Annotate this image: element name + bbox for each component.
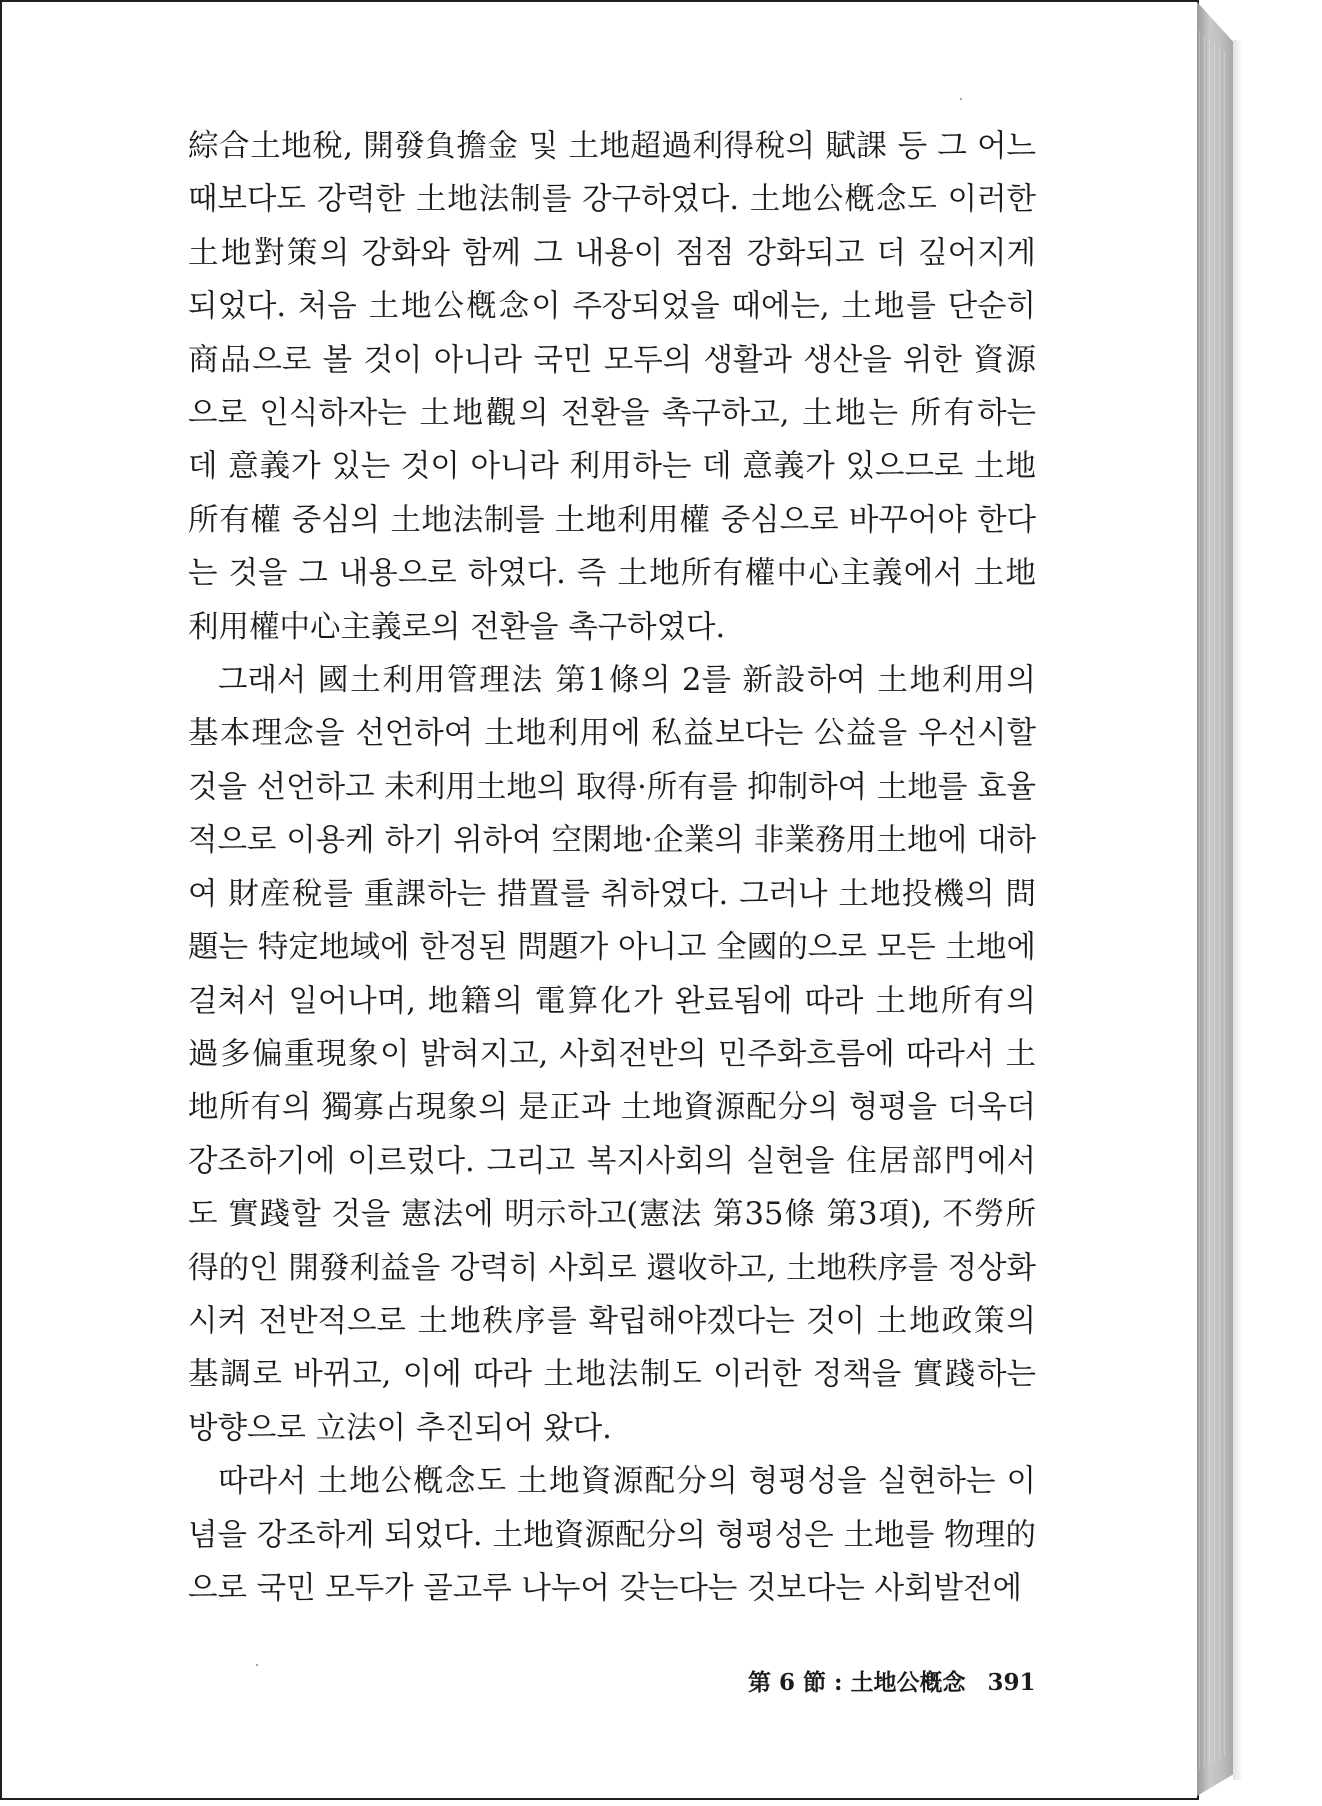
scan-speck (960, 98, 962, 100)
page-stack-lines (1199, 30, 1229, 1770)
paragraph-2: 그래서 國土利用管理法 第1條의 2를 新設하여 土地利用의 基本理念을 선언하여 土地利用에 私益보다는 公益을 우선시할 것을 선언하고 未利用土地의 取得·所有를 抑制하여 土地를 효율적으로 이용케 하기 위하여 空閑地·企業의 非業務用土地에 대하여 財産稅를 重課하는 措置를 취하였다. 그러나 土地投機의 問題는 特定地域에 한정된 問題가 아니고 全國的으로 모든 土地에 걸쳐서 일어나며, 地籍의 電算化가 완료됨에 따라 土地所有의 過多偏重現象이 밝혀지고, 사회전반의 민주화흐름에 따라서 土地所有의 獨寡占現象의 是正과 土地資源配分의 형평을 더욱더 강조하기에 이르렀다. 그리고 복지사회의 실현을 住居部門에서도 實踐할 것을 憲法에 明示하고(憲法 第35條 第3項), 不勞所得的인 開發利益을 강력히 사회로 還收하고, 土地秩序를 정상화시켜 전반적으로 土地秩序를 확립해야겠다는 것이 土地政策의 基調로 바뀌고, 이에 따라 土地法制도 이러한 정책을 實踐하는 방향으로 立法이 추진되어 왔다. (188, 663, 1036, 1446)
paragraph-3: 따라서 土地公槪念도 土地資源配分의 형평성을 실현하는 이념을 강조하게 되었다. 土地資源配分의 형평성은 土地를 物理的으로 국민 모두가 골고루 나누어 갖는다는 것보다는 사회발전에 (188, 1464, 1036, 1606)
paragraph-1: 綜合土地稅, 開發負擔金 및 土地超過利得稅의 賦課 등 그 어느 때보다도 강력한 土地法制를 강구하였다. 土地公槪念도 이러한 土地對策의 강화와 함께 그 내용이 점점 강화되고 더 깊어지게 되었다. 처음 土地公槪念이 주장되었을 때에는, 土地를 단순히 商品으로 볼 것이 아니라 국민 모두의 생활과 생산을 위한 資源으로 인식하자는 土地觀의 전환을 촉구하고, 土地는 所有하는 데 意義가 있는 것이 아니라 利用하는 데 意義가 있으므로 土地所有權 중심의 土地法制를 土地利用權 중심으로 바꾸어야 한다는 것을 그 내용으로 하였다. 즉 土地所有權中心主義에서 土地利用權中心主義로의 전환을 촉구하였다. (188, 129, 1036, 645)
running-footer (748, 1664, 1036, 1697)
body-text (188, 120, 1036, 1615)
page-shadow (1233, 40, 1243, 1780)
page-number: 391 (987, 1669, 1036, 1696)
section-title: 第 6 節 : 土地公槪念 (748, 1669, 966, 1696)
scan-speck (256, 1664, 258, 1666)
